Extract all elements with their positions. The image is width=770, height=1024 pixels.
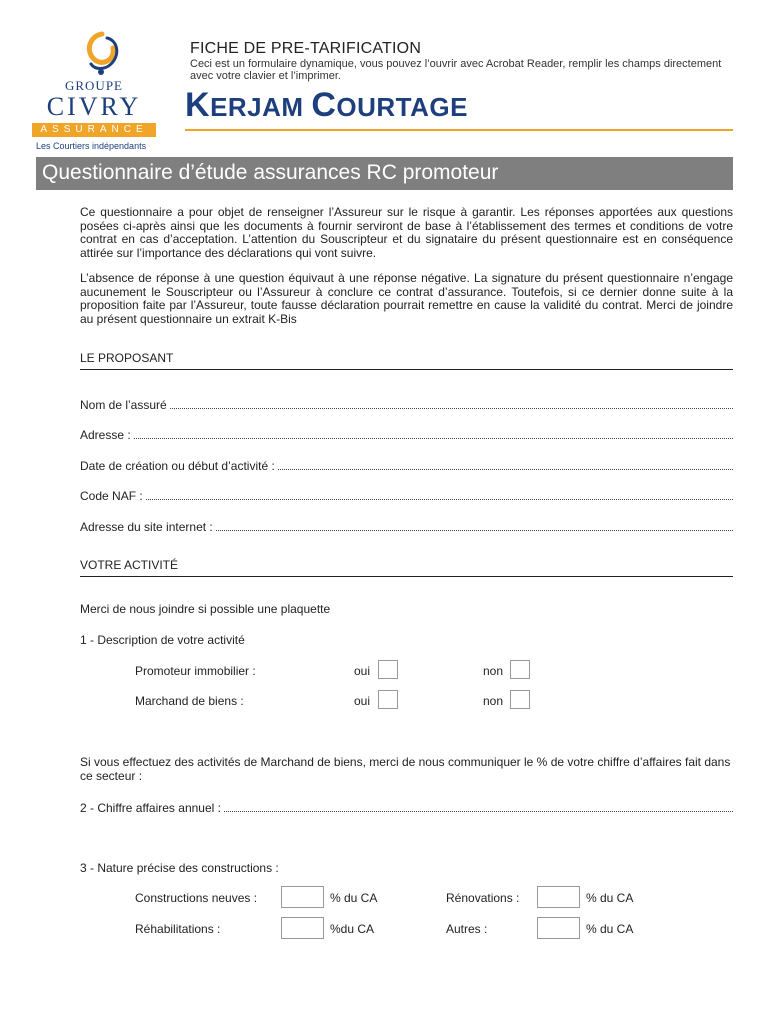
section-proposant-heading: LE PROPOSANT [80, 351, 174, 365]
field-input-line[interactable] [278, 469, 733, 470]
section-divider [80, 576, 733, 577]
field-input-line[interactable] [134, 438, 733, 439]
field-label: 2 - Chiffre affaires annuel : [80, 801, 221, 815]
field-chiffre-affaires[interactable] [80, 799, 733, 815]
marchand-note: Si vous effectuez des activités de Marchand de biens, merci de nous communiquer le % de votre chiffre d’affaires fait dans ce secteur : [80, 755, 731, 783]
field-site-internet[interactable] [80, 518, 733, 534]
section-activite-heading: VOTRE ACTIVITÉ [80, 558, 179, 572]
questionnaire-title-bar [36, 157, 733, 190]
checkbox-promoteur-oui[interactable] [378, 660, 398, 679]
row-label-marchand: Marchand de biens : [135, 694, 244, 708]
non-label: non [483, 694, 504, 708]
label-renovations: Rénovations : [446, 891, 520, 905]
field-input-line[interactable] [216, 530, 733, 531]
input-rehabilitations[interactable] [281, 917, 324, 939]
unit-label: % du CA [586, 891, 634, 905]
field-label: Code NAF : [80, 489, 143, 503]
brand-underline [185, 129, 733, 131]
question-3: 3 - Nature précise des constructions : [80, 861, 279, 875]
field-label: Date de création ou début d’activité : [80, 459, 275, 473]
intro-paragraph-1: Ce questionnaire a pour objet de renseigner l’Assureur sur le risque à garantir. Les réponses apportées aux questions posées ci-après ainsi que les documents à fournir serviront de base à l’établissement des termes et conditions de votre contrat en cas d’acceptation. L’attention du Souscripteur et du signataire du présent questionnaire est en conséquence attirée sur l’importance des déclarations qui vont suivre. [80, 205, 733, 260]
logo-tagline: Les Courtiers indépendants [36, 141, 147, 151]
label-rehabilitations: Réhabilitations : [135, 922, 221, 936]
checkbox-marchand-oui[interactable] [378, 690, 398, 709]
logo-swirl-icon [77, 30, 127, 78]
oui-label: oui [354, 664, 371, 678]
plaquette-note: Merci de nous joindre si possible une plaquette [80, 602, 331, 616]
non-label: non [483, 664, 504, 678]
field-label: Nom de l’assuré [80, 398, 167, 412]
brand-k: K [185, 86, 211, 124]
unit-label: % du CA [586, 922, 634, 936]
label-autres: Autres : [446, 922, 488, 936]
unit-label: % du CA [330, 891, 378, 905]
brand-name [185, 86, 468, 125]
field-input-line[interactable] [146, 499, 733, 500]
fiche-title: FICHE DE PRE-TARIFICATION [190, 40, 422, 57]
field-date-creation[interactable] [80, 457, 733, 473]
field-nom-assure[interactable] [80, 396, 733, 412]
input-renovations[interactable] [537, 886, 580, 908]
logo-assurance: ASSURANCE [32, 123, 156, 137]
brand-ourtage: OURTAGE [336, 92, 468, 122]
row-label-promoteur: Promoteur immobilier : [135, 664, 256, 678]
checkbox-marchand-non[interactable] [510, 690, 530, 709]
brand-erjam: ERJAM [210, 92, 312, 122]
checkbox-promoteur-non[interactable] [510, 660, 530, 679]
field-label: Adresse : [80, 428, 131, 442]
label-constructions-neuves: Constructions neuves : [135, 891, 258, 905]
fiche-description: Ceci est un formulaire dynamique, vous pouvez l’ouvrir avec Acrobat Reader, remplir les champs directement avec votre clavier et l’imprimer. [190, 58, 722, 82]
field-input-line[interactable] [224, 811, 733, 812]
field-label: Adresse du site internet : [80, 520, 213, 534]
unit-label: %du CA [330, 922, 375, 936]
input-constructions-neuves[interactable] [281, 886, 324, 908]
field-adresse[interactable] [80, 426, 733, 442]
section-divider [80, 369, 733, 370]
logo-civry: CIVRY [46, 92, 142, 121]
intro-paragraph-2: L’absence de réponse à une question équivaut à une réponse négative. La signature du présent questionnaire n’engage aucunement le Souscripteur ou l’Assureur à conclure ce contrat d’assurance. Toutefois, si ce dernier donne suite à la proposition faite par l’Assureur, toute fausse déclaration pourrait remettre en cause la validité du contrat. Merci de joindre au présent questionnaire un extrait K-Bis [80, 271, 733, 326]
field-input-line[interactable] [170, 408, 733, 409]
question-1: 1 - Description de votre activité [80, 633, 245, 647]
questionnaire-title: Questionnaire d’étude assurances RC promoteur [42, 161, 499, 184]
logo-groupe: GROUPE [64, 78, 123, 93]
oui-label: oui [354, 694, 371, 708]
brand-c: C [311, 86, 337, 124]
field-code-naf[interactable] [80, 487, 733, 503]
groupe-civry-logo [32, 30, 167, 155]
input-autres[interactable] [537, 917, 580, 939]
